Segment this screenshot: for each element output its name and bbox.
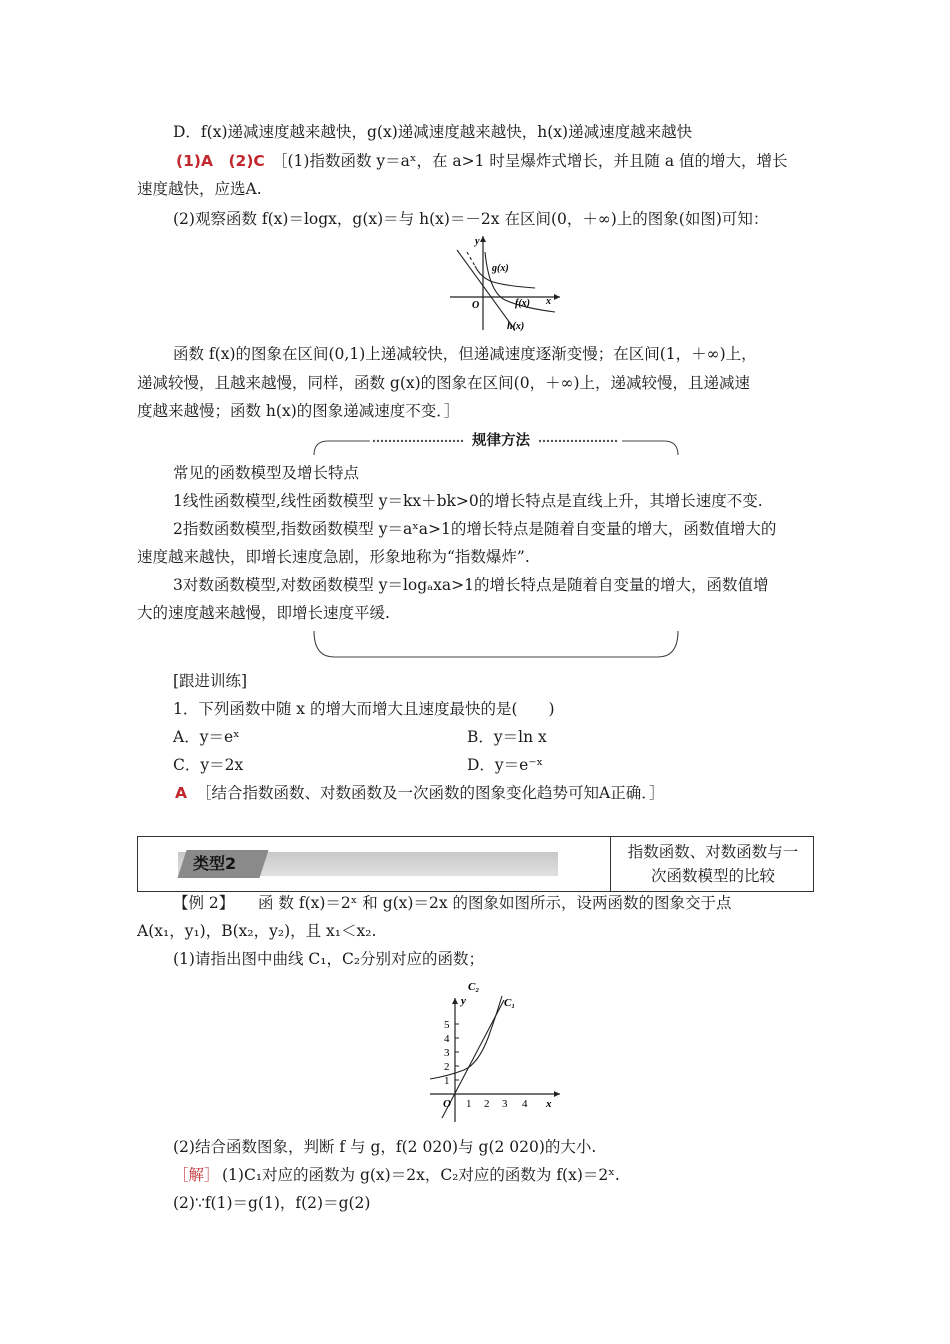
answer-para1: 函数 f(x)的图象在区间(0,1)上递减较快，但递减速度逐渐变慢；在区间(1，＋∞)上， [173, 345, 757, 363]
fig2-o: O [443, 1098, 451, 1110]
method-item2b: 速度越来越快，即增长速度急剧，形象地称为“指数爆炸”. [137, 548, 530, 566]
type2-divider [610, 837, 611, 891]
fig2-ytick-5: 5 [444, 1019, 450, 1031]
answer-para3: 度越来越慢；函数 h(x)的图象递减速度不变．］ [137, 402, 460, 420]
fig1-g: g(x) [492, 263, 509, 274]
answer-para2: 递减较慢，且越来越慢，同样，函数 g(x)的图象在区间(0，＋∞)上，递减较慢，且递减速 [137, 374, 751, 392]
fig1-x: x [546, 296, 551, 307]
fig2-ytick-1: 1 [444, 1075, 450, 1087]
type2-title-line1: 指数函数、对数函数与一 [627, 843, 799, 861]
fig2-ytick-4: 4 [444, 1033, 450, 1045]
option-d: D．f(x)递减速度越来越快，g(x)递减速度越来越快，h(x)递减速度越来越快 [173, 123, 693, 141]
practice-option-b: B．y＝ln x [467, 728, 547, 746]
type2-title-line2: 次函数模型的比较 [650, 867, 775, 885]
practice-option-a: A．y＝eˣ [173, 728, 240, 746]
answer-labels: (1)A (2)C [176, 152, 265, 170]
fig2-xtick-1: 1 [466, 1098, 472, 1110]
method-item3b: 大的速度越来越慢，即增长速度平缓. [137, 604, 390, 622]
method-item1: 1线性函数模型,线性函数模型 y＝kx＋bk>0的增长特点是直线上升，其增长速度不变. [173, 492, 763, 510]
fig2-y: y [461, 995, 466, 1007]
fig1-y: y [475, 236, 480, 247]
solution-line1: (1)C₁对应的函数为 g(x)＝2x，C₂对应的函数为 f(x)＝2ˣ. [222, 1166, 620, 1184]
example-q1: (1)请指出图中曲线 C₁，C₂分别对应的函数； [173, 950, 485, 968]
method-title: 规律方法 [472, 433, 530, 449]
example-label: 【例 2】 [173, 894, 235, 912]
figure-fxgxhx [445, 232, 565, 334]
fig2-xtick-4: 4 [522, 1098, 528, 1110]
method-heading: 常见的函数模型及增长特点 [173, 464, 360, 482]
fig2-x: x [546, 1098, 552, 1110]
type2-label: 类型2 [193, 854, 237, 873]
fig2-ytick-3: 3 [444, 1047, 450, 1059]
example-line1: 函 数 f(x)＝2ˣ 和 g(x)＝2x 的图象如图所示，设两函数的图象交于点 [258, 894, 732, 912]
practice-answer-label: A [175, 784, 187, 802]
fig1-h: h(x) [507, 321, 525, 332]
type2-header [137, 836, 814, 892]
solution-line2: (2)∵f(1)＝g(1)，f(2)＝g(2) [173, 1194, 371, 1212]
fig1-o: O [472, 300, 480, 311]
example-q2: (2)结合函数图象，判断 f 与 g，f(2 020)与 g(2 020)的大小. [173, 1138, 597, 1156]
practice-question: 1．下列函数中随 x 的增大而增大且速度最快的是( ) [173, 700, 555, 718]
answer-line1: ［(1)指数函数 y＝aˣ，在 a>1 时呈爆炸式增长，并且随 a 值的增大，增长 [272, 152, 788, 170]
practice-answer-text: ［结合指数函数、对数函数及一次函数的图象变化趋势可知A正确．］ [196, 784, 665, 802]
fig2-xtick-3: 3 [502, 1098, 508, 1110]
method-item2a: 2指数函数模型,指数函数模型 y＝aˣa>1的增长特点是随着自变量的增大，函数值增大的 [173, 520, 777, 538]
practice-title: [跟进训练] [173, 672, 248, 690]
fig2-c2: C₂ [468, 981, 480, 993]
fig1-f: f(x) [515, 298, 530, 309]
answer-line2: 速度越快，应选A. [137, 180, 262, 198]
answer-line3: (2)观察函数 f(x)＝logx，g(x)＝与 h(x)＝－2x 在区间(0，＋∞)上的图象(如图)可知： [173, 210, 769, 228]
figure-c1c2 [428, 978, 568, 1126]
practice-option-c: C．y＝2x [173, 756, 244, 774]
fig2-xtick-2: 2 [484, 1098, 490, 1110]
practice-option-d: D．y＝e⁻ˣ [467, 756, 544, 774]
example-line2: A(x₁，y₁)，B(x₂，y₂)，且 x₁＜x₂. [137, 922, 377, 940]
method-item3a: 3对数函数模型,对数函数模型 y＝logₐxa>1的增长特点是随着自变量的增大，函数值增 [173, 576, 769, 594]
fig2-c1: C₁ [504, 997, 516, 1009]
fig2-ytick-2: 2 [444, 1061, 450, 1073]
solution-label: ［解］ [173, 1166, 220, 1184]
